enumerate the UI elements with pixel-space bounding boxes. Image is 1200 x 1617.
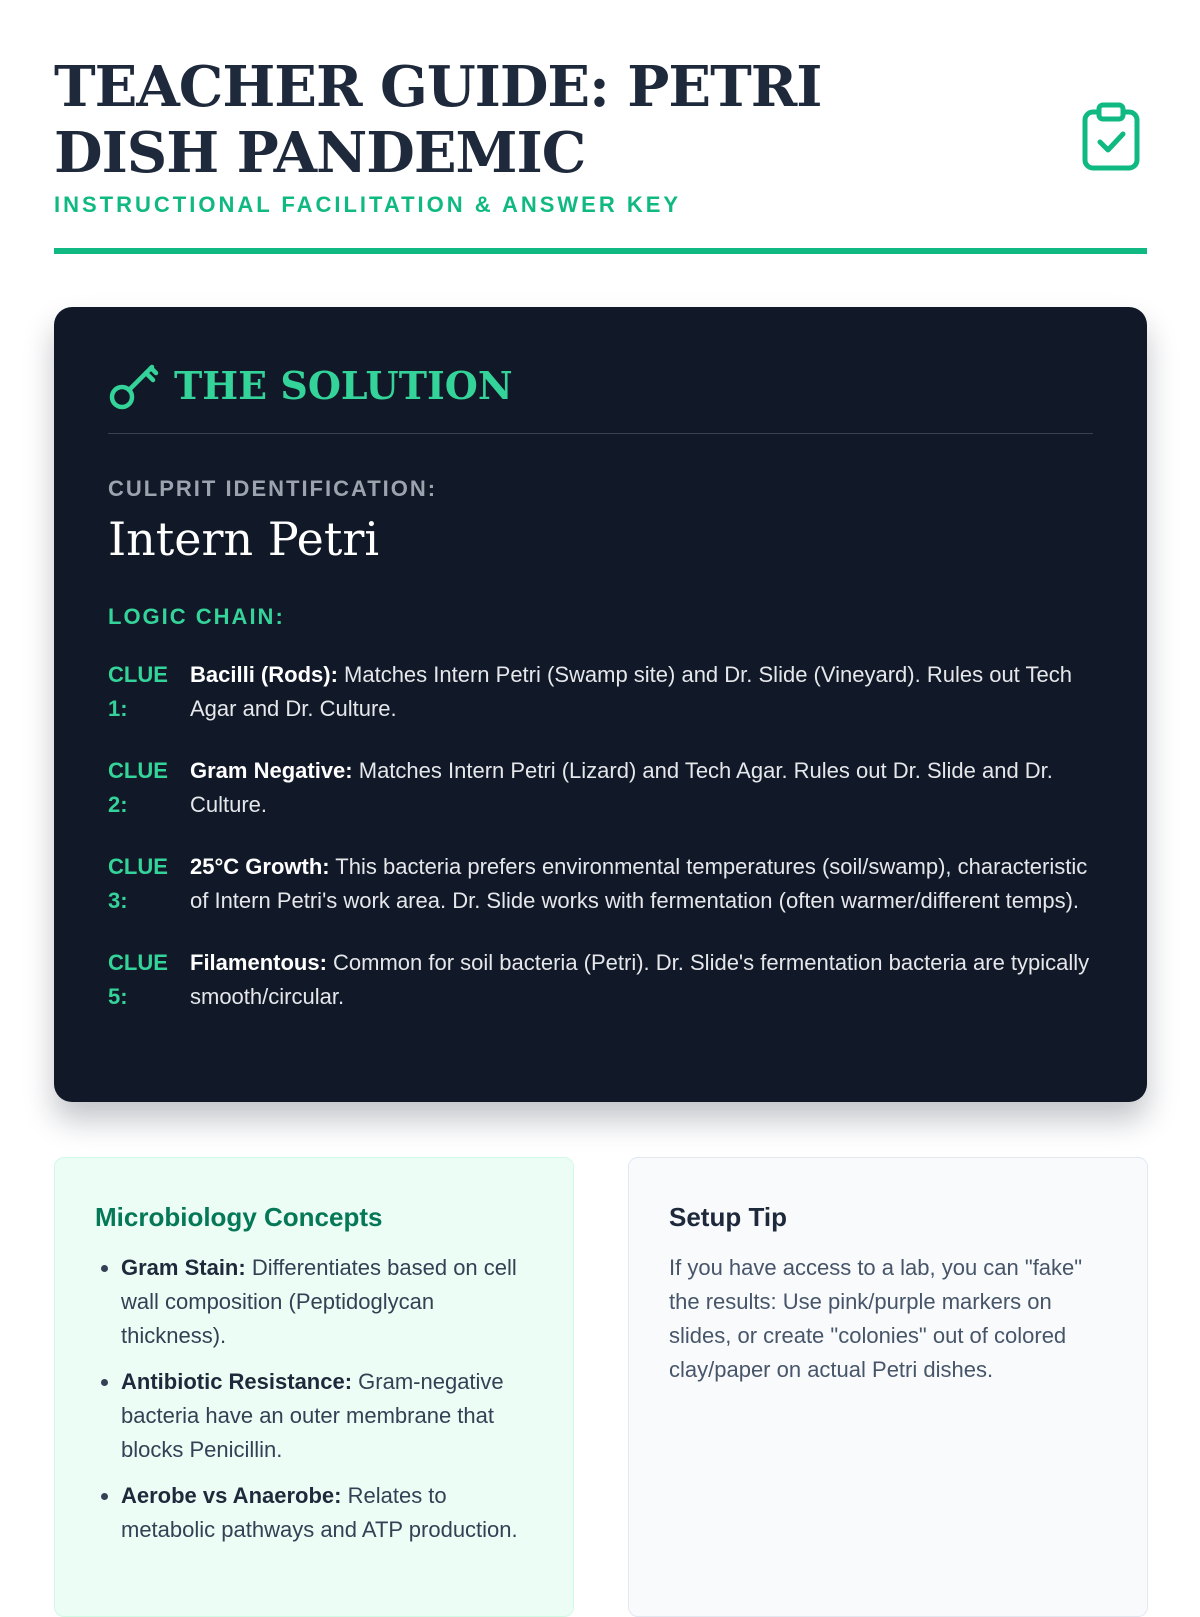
clue-tag: CLUE 5: (108, 950, 168, 1009)
list-item (121, 1365, 533, 1467)
clue-text (190, 754, 1093, 822)
culprit-label: CULPRIT IDENTIFICATION: (108, 476, 438, 501)
list-item (121, 1479, 533, 1547)
clipboard-check-icon (1081, 102, 1141, 172)
clue-item (108, 754, 1093, 822)
concept-text: Relates to metabolic pathways and ATP production. (121, 1483, 518, 1542)
concept-term: Antibiotic Resistance: (121, 1369, 353, 1394)
clue-text (190, 658, 1093, 726)
clue-tag: CLUE 1: (108, 662, 168, 721)
clue-term: 25°C Growth: (190, 854, 330, 879)
clue-tag: CLUE 2: (108, 758, 168, 817)
solution-title: THE SOLUTION (174, 362, 513, 408)
list-item (121, 1251, 533, 1353)
solution-card (54, 307, 1147, 1102)
concept-term: Aerobe vs Anaerobe: (121, 1483, 342, 1508)
concept-text: Gram-negative bacteria have an outer membrane that blocks Penicillin. (121, 1369, 504, 1462)
culprit-name: Intern Petri (108, 512, 380, 566)
clue-text (190, 946, 1093, 1014)
clue-description: Matches Intern Petri (Swamp site) and Dr. Slide (Vineyard). Rules out Tech Agar and Dr. Culture. (190, 662, 1072, 721)
key-icon (108, 359, 160, 411)
clue-tag: CLUE 3: (108, 854, 168, 913)
clue-term: Filamentous: (190, 950, 327, 975)
concept-term: Gram Stain: (121, 1255, 246, 1280)
concepts-title: Microbiology Concepts (95, 1202, 383, 1232)
clue-text (190, 850, 1093, 918)
setup-tip-panel (628, 1157, 1148, 1617)
clue-item (108, 946, 1093, 1014)
page-title: TEACHER GUIDE: PETRI DISH PANDEMIC (54, 54, 822, 186)
clue-term: Bacilli (Rods): (190, 662, 338, 687)
concept-text: Differentiates based on cell wall composition (Peptidoglycan thickness). (121, 1255, 517, 1348)
clue-description: This bacteria prefers environmental temperatures (soil/swamp), characteristic of Intern Petri's work area. Dr. Slide works with fermentation (often warmer/different temps). (190, 854, 1088, 913)
tip-text: If you have access to a lab, you can "fake" the results: Use pink/purple markers on slides, or create "colonies" out of colored clay/paper on actual Petri dishes. (669, 1255, 1083, 1382)
logic-chain-label: LOGIC CHAIN: (108, 604, 285, 629)
page-subtitle: INSTRUCTIONAL FACILITATION & ANSWER KEY (54, 192, 682, 217)
page-header (54, 54, 1147, 254)
solution-header (108, 357, 1093, 434)
clue-item (108, 658, 1093, 726)
clue-description: Common for soil bacteria (Petri). Dr. Slide's fermentation bacteria are typically smooth/circular. (190, 950, 1090, 1009)
clue-item (108, 850, 1093, 918)
tip-title: Setup Tip (669, 1202, 787, 1232)
microbiology-concepts-panel (54, 1157, 574, 1617)
clue-description: Matches Intern Petri (Lizard) and Tech Agar. Rules out Dr. Slide and Dr. Culture. (190, 758, 1053, 817)
clue-term: Gram Negative: (190, 758, 353, 783)
concepts-list (95, 1251, 533, 1547)
